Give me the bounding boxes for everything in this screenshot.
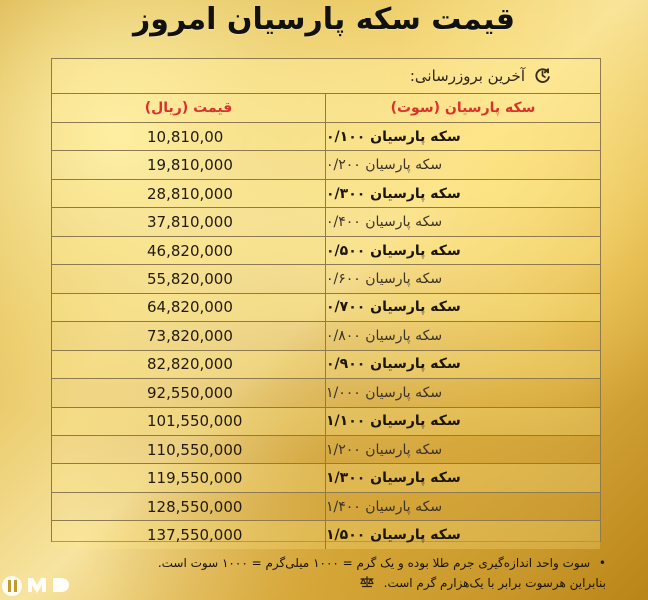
price-cell: 10,810,00 <box>52 123 326 150</box>
coin-cell: سکه پارسیان ۰/۳۰۰ <box>326 185 461 202</box>
price-column-header: قیمت (ریال) <box>52 94 326 122</box>
last-update-label: آخرین بروزرسانی: <box>409 66 525 85</box>
table-row <box>52 322 600 350</box>
price-cell: 55,820,000 <box>52 265 326 292</box>
table-row <box>52 351 600 379</box>
footnote-bullet: • <box>598 556 606 570</box>
coin-cell: سکه پارسیان ۱/۲۰۰ <box>326 441 443 458</box>
refresh-icon <box>533 66 552 85</box>
coin-cell: سکه پارسیان ۰/۱۰۰ <box>326 128 461 145</box>
table-row <box>52 265 600 293</box>
coin-cell: سکه پارسیان ۱/۱۰۰ <box>326 413 461 430</box>
table-row <box>52 493 600 521</box>
price-cell: 119,550,000 <box>52 464 326 491</box>
footnote <box>66 553 606 593</box>
coin-cell: سکه پارسیان ۱/۵۰۰ <box>326 527 461 544</box>
coin-cell: سکه پارسیان ۱/۴۰۰ <box>326 498 443 515</box>
last-update-row <box>52 59 600 94</box>
footnote-line-2 <box>66 573 606 593</box>
table-row <box>52 436 600 464</box>
coin-cell: سکه پارسیان ۰/۵۰۰ <box>326 242 461 259</box>
footnote-line-1 <box>66 553 606 573</box>
price-cell: 73,820,000 <box>52 322 326 349</box>
last-update-group <box>410 66 552 85</box>
table-row <box>52 123 600 151</box>
brand-logo-icon <box>0 568 108 600</box>
page-title: قیمت سکه پارسیان امروز <box>132 2 516 37</box>
price-cell: 101,550,000 <box>52 408 326 435</box>
price-cell: 28,810,000 <box>52 180 326 207</box>
table-row <box>52 237 600 265</box>
price-cell: 137,550,000 <box>52 521 326 548</box>
table-row <box>52 408 600 436</box>
footnote-text-1: سوت واحد اندازه‌گیری جرم طلا بوده و یک گرم = ۱۰۰۰ میلی‌گرم = ۱۰۰۰ سوت است. <box>157 556 591 570</box>
coin-cell: سکه پارسیان ۰/۶۰۰ <box>326 270 443 287</box>
coin-cell: سکه پارسیان ۰/۲۰۰ <box>326 157 443 174</box>
table-row <box>52 294 600 322</box>
coin-cell: سکه پارسیان ۰/۴۰۰ <box>326 214 443 231</box>
coin-cell: سکه پارسیان ۱/۰۰۰ <box>326 384 443 401</box>
price-cell: 64,820,000 <box>52 294 326 321</box>
price-cell: 37,810,000 <box>52 208 326 235</box>
price-cell: 110,550,000 <box>52 436 326 463</box>
table-row <box>52 464 600 492</box>
scale-icon <box>358 575 376 589</box>
table-row <box>52 151 600 179</box>
price-cell: 92,550,000 <box>52 379 326 406</box>
coin-cell: سکه پارسیان ۱/۳۰۰ <box>326 470 461 487</box>
coin-cell: سکه پارسیان ۰/۸۰۰ <box>326 327 443 344</box>
coin-cell: سکه پارسیان ۰/۷۰۰ <box>326 299 461 316</box>
coin-cell: سکه پارسیان ۰/۹۰۰ <box>326 356 461 373</box>
coin-column-header: سکه پارسیان (سوت) <box>390 100 536 116</box>
footnote-text-2: بنابراین هرسوت برابر با یک‌هزارم گرم است. <box>383 576 606 590</box>
price-cell: 46,820,000 <box>52 237 326 264</box>
table-row <box>52 208 600 236</box>
table-row <box>52 521 600 548</box>
price-cell: 128,550,000 <box>52 493 326 520</box>
price-table <box>51 58 601 545</box>
price-cell: 82,820,000 <box>52 351 326 378</box>
table-row <box>52 180 600 208</box>
price-cell: 19,810,000 <box>52 151 326 178</box>
table-header-row <box>52 94 600 123</box>
table-row <box>52 379 600 407</box>
